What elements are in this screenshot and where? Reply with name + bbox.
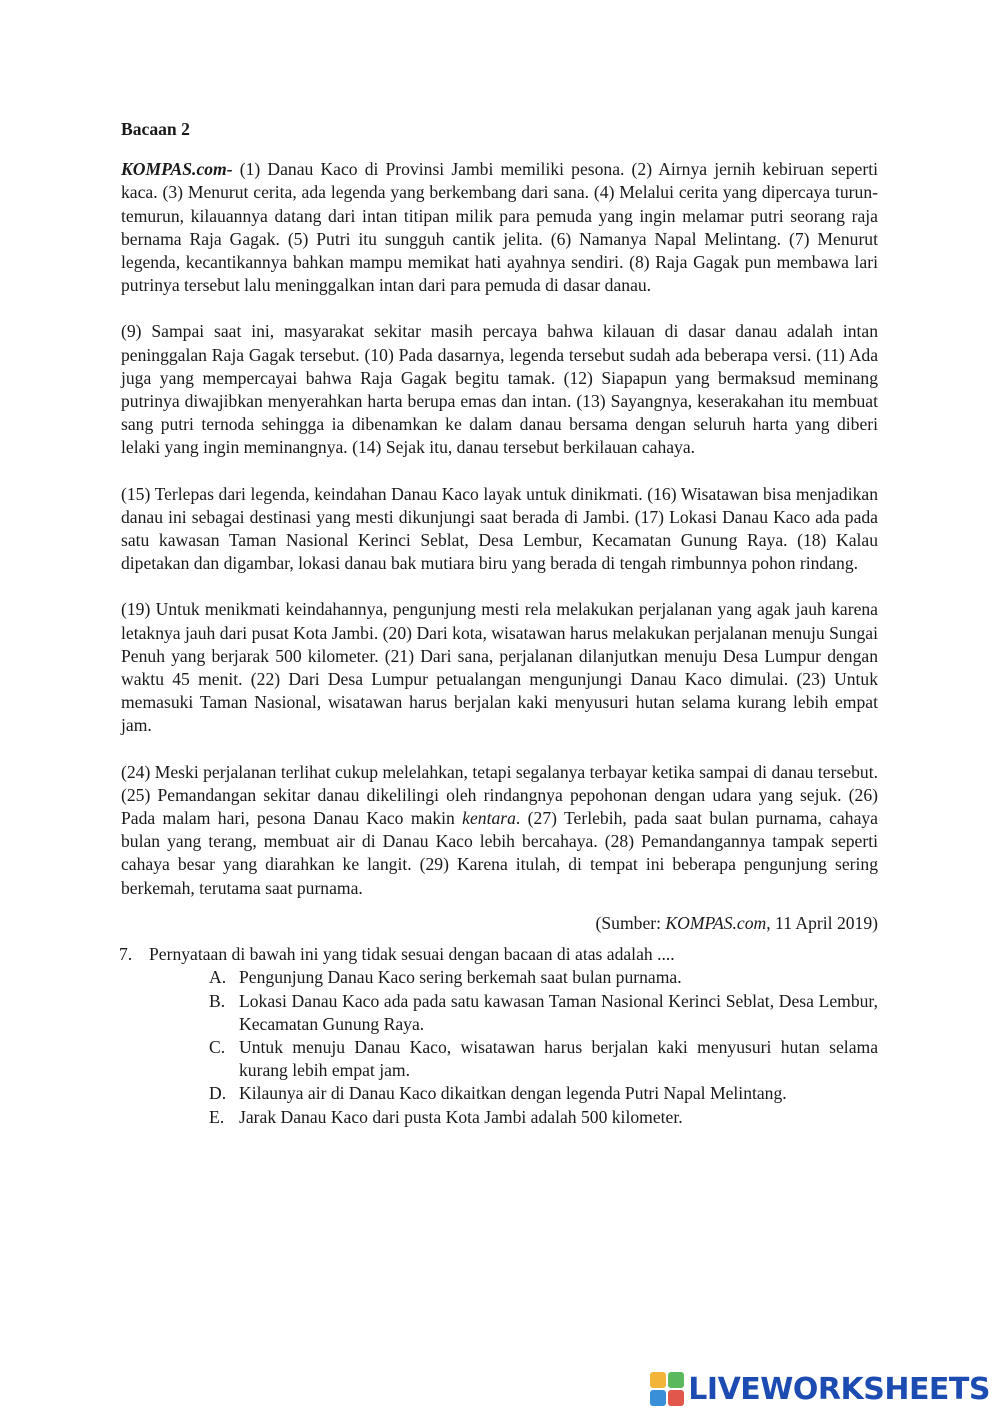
- option-text: Jarak Danau Kaco dari pusta Kota Jambi adalah 500 kilometer.: [239, 1106, 683, 1127]
- paragraph-2: (9) Sampai saat ini, masyarakat sekitar masih percaya bahwa kilauan di dasar danau adalah intan peninggalan Raja Gagak tersebut. (10) Pada dasarnya, legenda tersebut sudah ada beberapa versi. (11) Ada juga yang mempercayai bahwa Raja Gagak begitu tamak. (12) Siapapun yang bermaksud meminang putrinya diwajibkan menyerahkan harta berupa emas dan intan. (13) Sayangnya, keserakahan itu membuat sang putri ternoda sehingga ia dibenamkan ke dalam danau bersama dengan seluruh harta yang diberi lelaki yang ingin meminangnya. (14) Sejak itu, danau tersebut berkilauan cahaya.: [121, 321, 878, 458]
- paragraph-5-text-b: . (27) Terlebih, pada saat bulan purnama, cahaya bulan yang terang, membuat air di Danau Kaco lebih bercahaya. (28) Pemandangannya tampak seperti cahaya besar yang diarahkan ke langit. (29) Karena itulah, di tempat ini beberapa pengunjung sering berkemah, terutama saat purnama.: [121, 808, 878, 898]
- option-b[interactable]: [209, 990, 878, 1036]
- question-text: Pernyataan di bawah ini yang tidak sesuai dengan bacaan di atas adalah ....: [149, 944, 675, 965]
- paragraph-5: [121, 761, 878, 900]
- logo-text: LIVEWORKSHEETS: [688, 1371, 990, 1407]
- option-letter: E.: [209, 1106, 225, 1127]
- paragraph-1: [121, 158, 878, 297]
- worksheet-page: [121, 118, 878, 1129]
- question-number: 7.: [119, 944, 133, 965]
- option-a[interactable]: [209, 966, 878, 989]
- source-italic: KOMPAS.com: [665, 912, 767, 933]
- option-text: Untuk menuju Danau Kaco, wisatawan harus berjalan kaki menyusuri hutan selama kurang lebih empat jam.: [239, 1036, 878, 1081]
- option-letter: D.: [209, 1083, 227, 1104]
- kompas-lead: KOMPAS.com-: [121, 159, 233, 180]
- reading-heading: Bacaan 2: [121, 119, 190, 139]
- option-d[interactable]: [209, 1082, 878, 1105]
- answer-options: [121, 966, 878, 1128]
- paragraph-3: (15) Terlepas dari legenda, keindahan Danau Kaco layak untuk dinikmati. (16) Wisatawan bisa menjadikan danau ini sebagai destinasi yang mesti dikunjungi saat berada di Jambi. (17) Lokasi Danau Kaco ada pada satu kawasan Taman Nasional Kerinci Seblat, Desa Lembur, Kecamatan Gunung Raya. (18) Kalau dipetakan dan digambar, lokasi danau bak mutiara biru yang berada di tengah rimbunnya pohon rindang.: [121, 483, 878, 574]
- liveworksheets-logo-icon: [650, 1372, 684, 1406]
- paragraph-5-italic-word: kentara: [462, 808, 516, 829]
- source-prefix: (Sumber:: [595, 912, 666, 933]
- source-citation: [121, 912, 878, 935]
- option-letter: C.: [209, 1036, 226, 1057]
- liveworksheets-logo: [650, 1369, 990, 1409]
- option-c[interactable]: [209, 1036, 878, 1082]
- option-text: Kilaunya air di Danau Kaco dikaitkan dengan legenda Putri Napal Melintang.: [239, 1083, 787, 1104]
- option-e[interactable]: [209, 1106, 878, 1129]
- option-text: Lokasi Danau Kaco ada pada satu kawasan Taman Nasional Kerinci Seblat, Desa Lembur, Kecamatan Gunung Raya.: [239, 990, 878, 1034]
- source-suffix: , 11 April 2019): [766, 912, 878, 933]
- paragraph-4: (19) Untuk menikmati keindahannya, pengunjung mesti rela melakukan perjalanan yang agak jauh karena letaknya jauh dari pusat Kota Jambi. (20) Dari kota, wisatawan harus melakukan perjalanan menuju Sungai Penuh yang berjarak 500 kilometer. (21) Dari sana, perjalanan dilanjutkan menuju Desa Lumpur dengan waktu 45 menit. (22) Dari Desa Lumpur petualangan mengunjungi Danau Kaco dimulai. (23) Untuk memasuki Taman Nasional, wisatawan harus berjalan kaki menyusuri hutan selama kurang lebih empat jam.: [121, 599, 878, 736]
- question-7: [121, 943, 878, 1129]
- paragraph-5-text-a: (24) Meski perjalanan terlihat cukup melelahkan, tetapi segalanya terbayar ketika sampai di danau tersebut. (25) Pemandangan sekitar danau dikelilingi oleh rindangnya pepohonan dengan udara yang sejuk. (26) Pada malam hari, pesona Danau Kaco makin: [121, 761, 878, 829]
- option-letter: B.: [209, 990, 226, 1011]
- paragraph-1-text: (1) Danau Kaco di Provinsi Jambi memiliki pesona. (2) Airnya jernih kebiruan seperti kaca. (3) Menurut cerita, ada legenda yang berkembang dari sana. (4) Melalui cerita yang dipercaya turun-temurun, kilauannya datang dari intan titipan milik para pemuda yang ingin melamar putri seorang raja bernama Raja Gagak. (5) Putri itu sungguh cantik jelita. (6) Namanya Napal Melintang. (7) Menurut legenda, kecantikannya bahkan mampu memikat hati ayahnya sendiri. (8) Raja Gagak pun membawa lari putrinya tersebut lalu meninggalkan intan dari para pemuda di dasar danau.: [121, 159, 878, 296]
- option-text: Pengunjung Danau Kaco sering berkemah saat bulan purnama.: [239, 967, 682, 988]
- option-letter: A.: [209, 967, 227, 988]
